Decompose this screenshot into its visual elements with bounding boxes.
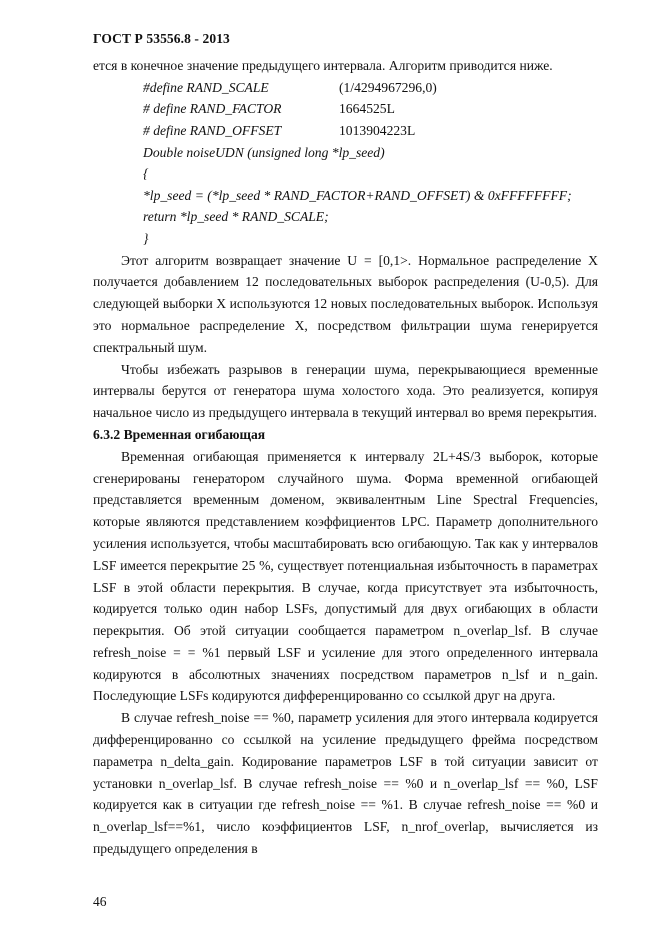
code-define-row [143,120,598,142]
body-paragraph: Этот алгоритм возвращает значение U = [0,1>. Нормальное распределение X получается добавлением 12 последовательных выборок распределения (U-0,5). Для следующей выборки X используются 12 новых последовательных выборок. Используя это нормальное распределение X, посредством фильтрации шума генерируется спектральный шум. [93,252,598,355]
code-function-signature: Double noiseUDN (unsigned long *lp_seed) [143,144,385,160]
body-paragraph: Чтобы избежать разрывов в генерации шума, перекрывающиеся временные интервалы берутся от генератора шума холостого хода. Это реализуется, копируя начальное число из предыдущего интервала в текущий интервал во время перекрытия. [93,361,598,421]
code-define-value: 1664525L [339,101,395,117]
section-paragraph: В случае refresh_noise == %0, параметр усиления для этого интервала кодируется дифференцированно со ссылкой на усиление предыдущего фрейма посредством параметра n_delta_gain. Кодирование параметров LSF в той ситуации зависит от установки n_overlap_lsf. В случае refresh_noise == %0 и n_overlap_lsf == %0, LSF кодируется как в ситуации где refresh_noise == %1. В случае refresh_noise == %0 и n_overlap_lsf==%1, число коэффициентов LSF, n_nrof_overlap, вычисляется из предыдущего определения в [93,710,598,857]
page-number: 46 [93,894,107,909]
code-close-brace: } [143,230,149,246]
code-define-row [143,77,598,99]
section-paragraph: Временная огибающая применяется к интервалу 2L+4S/3 выборок, которые сгенерированы генератором случайного шума. Форма временной огибающей представляется временным доменом, эквивалентным Line Spectral Frequencies, которые являются представлением коэффициентов LPC. Параметр дополнительного усиления используется, чтобы масштабировать всю огибающую. Так как у интервалов LSF имеется перекрытие 25 %, существует потенциальная избыточность в параметрах LSF в этой области перекрытия. В случае, когда присутствует эта избыточность, кодируется только один набор LSFs, допустимый для двух огибающих в области перекрытия. Об этой ситуации сообщается параметром n_overlap_lsf. В случае refresh_noise = = %1 первый LSF и усиление для этого определенного интервала кодируются в абсолютных значениях посредством параметров n_lsf и n_gain. Последующие LSFs кодируются дифференцированно со ссылкой друг на друга. [93,448,598,704]
code-define-name: # define RAND_FACTOR [143,101,282,117]
code-block [143,77,598,250]
code-define-row [143,98,598,120]
code-open-brace: { [143,166,149,182]
code-define-name: #define RAND_SCALE [143,79,269,95]
document-body [93,55,598,860]
page-header-standard: ГОСТ Р 53556.8 - 2013 [93,31,230,46]
code-define-name: # define RAND_OFFSET [143,122,282,138]
intro-line: ется в конечное значение предыдущего интервала. Алгоритм приводится ниже. [93,58,553,73]
code-body-line: *lp_seed = (*lp_seed * RAND_FACTOR+RAND_OFFSET) & 0xFFFFFFFF; [143,187,572,203]
code-body-line: return *lp_seed * RAND_SCALE; [143,209,329,225]
code-define-value: (1/4294967296,0) [339,79,437,95]
code-define-value: 1013904223L [339,122,416,138]
section-heading: 6.3.2 Временная огибающая [93,426,266,442]
